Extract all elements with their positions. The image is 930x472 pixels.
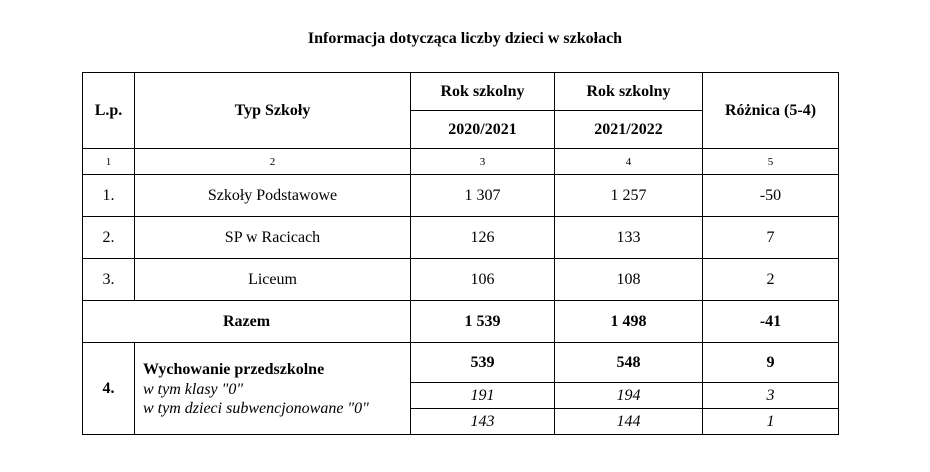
page-title: Informacja dotycząca liczby dzieci w szkołach <box>307 30 623 47</box>
row-diff: 7 <box>703 217 839 259</box>
preschool-diff: 9 <box>703 343 839 383</box>
subw-year1: 143 <box>411 409 555 435</box>
row-type: SP w Racicach <box>135 217 411 259</box>
row-year2: 1 257 <box>555 175 703 217</box>
header-year-label-2: Rok szkolny <box>555 73 703 111</box>
preschool-sub-klasy0: w tym klasy "0" <box>143 380 244 398</box>
klasy0-diff: 3 <box>703 383 839 409</box>
header-year-label-1: Rok szkolny <box>411 73 555 111</box>
subw-year2: 144 <box>555 409 703 435</box>
preschool-lp: 4. <box>83 343 135 435</box>
row-type: Liceum <box>135 259 411 301</box>
col-number-3: 3 <box>411 149 555 175</box>
col-number-2: 2 <box>135 149 411 175</box>
row-year2: 133 <box>555 217 703 259</box>
table-row <box>83 259 839 301</box>
subw-diff: 1 <box>703 409 839 435</box>
row-lp: 3. <box>83 259 135 301</box>
table-row <box>83 175 839 217</box>
schools-table <box>82 72 839 435</box>
header-year1: 2020/2021 <box>411 111 555 149</box>
col-number-1: 1 <box>83 149 135 175</box>
header-year2: 2021/2022 <box>555 111 703 149</box>
preschool-row <box>83 343 839 383</box>
row-year1: 106 <box>411 259 555 301</box>
total-row <box>83 301 839 343</box>
header-diff: Różnica (5-4) <box>703 73 839 149</box>
row-year1: 1 307 <box>411 175 555 217</box>
preschool-year2: 548 <box>555 343 703 383</box>
row-year2: 108 <box>555 259 703 301</box>
row-diff: 2 <box>703 259 839 301</box>
table-row <box>83 217 839 259</box>
col-number-4: 4 <box>555 149 703 175</box>
total-label: Razem <box>83 301 411 343</box>
preschool-label-cell <box>135 343 411 435</box>
header-type: Typ Szkoły <box>135 73 411 149</box>
row-type: Szkoły Podstawowe <box>135 175 411 217</box>
row-lp: 2. <box>83 217 135 259</box>
preschool-label: Wychowanie przedszkolne <box>143 360 325 378</box>
preschool-sub-subw: w tym dzieci subwencjonowane "0" <box>143 399 369 417</box>
total-diff: -41 <box>703 301 839 343</box>
row-year1: 126 <box>411 217 555 259</box>
row-lp: 1. <box>83 175 135 217</box>
col-number-5: 5 <box>703 149 839 175</box>
total-year1: 1 539 <box>411 301 555 343</box>
total-year2: 1 498 <box>555 301 703 343</box>
preschool-year1: 539 <box>411 343 555 383</box>
klasy0-year2: 194 <box>555 383 703 409</box>
row-diff: -50 <box>703 175 839 217</box>
klasy0-year1: 191 <box>411 383 555 409</box>
header-lp: L.p. <box>83 73 135 149</box>
